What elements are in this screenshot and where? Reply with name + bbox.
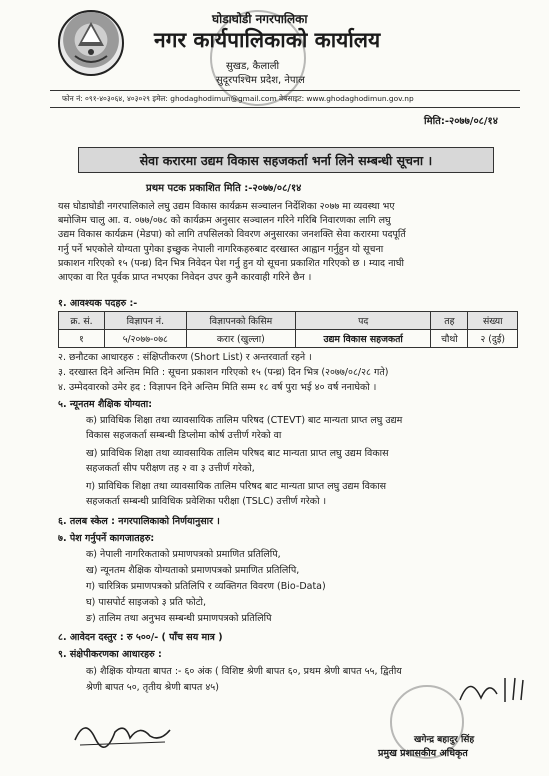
- table-header-cell: विज्ञापनको किसिम: [186, 312, 295, 330]
- table-cell: २ (दुई): [468, 330, 518, 348]
- document-item: ङ) तालिम तथा अनुभव सम्बन्धी प्रमाणपत्रको प्रतिलिपि: [86, 613, 272, 624]
- table-cell: चौथो: [431, 330, 468, 348]
- table-header-row: [59, 312, 518, 330]
- qualification-line: ख) प्राविधिक शिक्षा तथा व्यावसायिक तालिम परिषद बाट मान्यता प्राप्त लघु उद्यम विकास: [86, 448, 389, 459]
- table-header-cell: संख्या: [468, 312, 518, 330]
- qualification-line: सहजकर्ता सीप परीक्षण तह २ वा ३ उत्तीर्ण गरेको,: [86, 463, 255, 474]
- notice-title: [78, 147, 494, 173]
- office-location: सुखड, कैलाली: [226, 61, 280, 72]
- section-9-line: श्रेणी बापत ५०, तृतीय श्रेणी बापत ४५): [86, 682, 219, 693]
- nepal-emblem-logo: [58, 10, 124, 76]
- municipality-name: घोडाघोडी नगरपालिका: [212, 12, 308, 26]
- intro-line: बमोजिम चालु आ. व. ०७७/०७८ को कार्यक्रम अनुसार सञ्चालन गरिने गरिबि निवारणका लागि लघु: [58, 215, 391, 227]
- posts-table: [58, 311, 518, 348]
- published-date: प्रथम पटक प्रकाशित मिति :-२०७७/०८/१४: [146, 183, 302, 194]
- section-5-heading: ५. न्यूनतम शैक्षिक योग्यता:: [58, 399, 153, 410]
- table-row: [59, 330, 518, 348]
- document-item: घ) पासपोर्ट साइजको ३ प्रति फोटो,: [86, 597, 206, 608]
- intro-line: यस घोडाघोडी नगरपालिकाले लघु उद्यम विकास कार्यक्रम सञ्चालन निर्देशिका २०७७ मा व्यवस्था भए: [58, 201, 395, 212]
- section-6: ६. तलब स्केल : नगरपालिकाको निर्णयानुसार ।: [58, 516, 220, 527]
- qualification-line: ग) प्राविधिक शिक्षा तथा व्यावसायिक तालिम परिषद बाट मान्यता प्राप्त लघु उद्यम विकास: [86, 481, 387, 492]
- table-header-cell: विज्ञापन नं.: [104, 312, 186, 330]
- qualification-line: क) प्राविधिक शिक्षा तथा व्यावसायिक तालिम परिषद (CTEVT) बाट मान्यता प्राप्त लघु उद्यम: [86, 415, 403, 426]
- section-9-line: क) शैक्षिक योग्यता बापत :- ६० अंक ( विशिष्ट श्रेणी बापत ६०, प्रथम श्रेणी बापत ५५, द्वितीय: [86, 666, 402, 677]
- table-cell: १: [59, 330, 105, 348]
- intro-line: गर्नु पर्ने भएकोले योग्यता पुगेका इच्छुक नेपाली नागरिकहरुबाट दरखास्त आह्वान गर्नुहुन यो सूचना: [58, 243, 384, 255]
- province-name: सुदूरपश्चिम प्रदेश, नेपाल: [216, 75, 305, 86]
- office-name: नगर कार्यपालिकाको कार्यालय: [154, 28, 381, 52]
- table-cell: ५/२०७७-०७८: [104, 330, 186, 348]
- section-3: ३. दरखास्त दिने अन्तिम मिति : सूचना प्रकाशन गरिएको १५ (पन्ध्र) दिन भित्र (२०७७/०८/२८ गते): [58, 367, 389, 378]
- section-4: ४. उम्मेदवारको उमेर हद : विज्ञापन दिने अन्तिम मिति सम्म १८ वर्ष पुरा भई ४० वर्ष ननाघेको ।: [58, 382, 377, 393]
- contact-line: फोन नं: ०९१-४०३०६४, ४०३०२९ इमेल: ghodaghodimun@gmail.com वेबसाइट: www.ghodaghodimun.gov.np: [62, 94, 414, 103]
- notice-title-text: सेवा करारमा उद्यम विकास सहजकर्ता भर्ना लिने सम्बन्धी सूचना ।: [139, 152, 433, 168]
- notice-date: मिति:-२०७७/०८/१४: [424, 116, 498, 127]
- table-cell: करार (खुल्ला): [186, 330, 295, 348]
- intro-paragraph: [58, 200, 518, 285]
- header-rule-bottom: [50, 107, 520, 108]
- signatory-name: खगेन्द्र बहादुर सिंह: [414, 735, 475, 745]
- intro-line: प्रकाशन गरिएको १५ (पन्ध्र) दिन भित्र निवेदन पेश गर्नु हुन यो सूचना प्रकाशित गरिएको छ । म्याद नाघी: [58, 257, 404, 269]
- section-9-heading: ९. संक्षेपीकरणका आधारहरु :: [58, 649, 162, 660]
- table-header-cell: तह: [431, 312, 468, 330]
- qualification-line: सहजकर्ता सम्बन्धी प्राविधिक प्रवेशिका परीक्षा (TSLC) उत्तीर्ण गरेको ।: [86, 496, 327, 507]
- table-header-cell: पद: [295, 312, 430, 330]
- intro-line: आएका वा रित पूर्वक प्राप्त नभएका निवेदन उपर कुनै कारवाही गरिने छैन ।: [58, 272, 312, 284]
- signatory-designation: प्रमुख प्रशासकीय अधिकृत: [378, 748, 468, 759]
- section-1-heading: १. आवश्यक पदहरु :-: [58, 298, 138, 309]
- document-item: ग) चारित्रिक प्रमाणपत्रको प्रतिलिपि र व्यक्तिगत विवरण (Bio-Data): [86, 581, 326, 592]
- table-cell: उद्यम विकास सहजकर्ता: [295, 330, 430, 348]
- intro-line: उद्यम विकास कार्यक्रम (मेडपा) को लागि तपसिलको विवरण अनुसारका जनशक्ति सेवा करारमा पदपूर्ति: [58, 229, 406, 241]
- document-item: ख) न्यूनतम शैक्षिक योग्यताको प्रमाणपत्रको प्रमाणित प्रतिलिपि,: [86, 565, 300, 576]
- document-item: क) नेपाली नागरिकताको प्रमाणपत्रको प्रमाणित प्रतिलिपि,: [86, 549, 281, 560]
- section-8: ८. आवेदन दस्तुर : रु ५००/- ( पाँच सय मात्र ): [58, 632, 223, 643]
- header-rule-top: [50, 90, 520, 91]
- table-header-cell: क्र. सं.: [59, 312, 105, 330]
- right-signature: [455, 670, 530, 710]
- qualification-line: विकास सहजकर्ता सम्बन्धी डिप्लोमा कोर्ष उत्तीर्ण गरेको वा: [86, 430, 282, 441]
- left-signature: [70, 712, 180, 752]
- section-7-heading: ७. पेश गर्नुपर्ने कागजातहरु:: [58, 533, 155, 544]
- section-2: २. छनौटका आधारहरु : संक्षिप्तीकरण (Short List) र अन्तरवार्ता रहने ।: [58, 352, 312, 363]
